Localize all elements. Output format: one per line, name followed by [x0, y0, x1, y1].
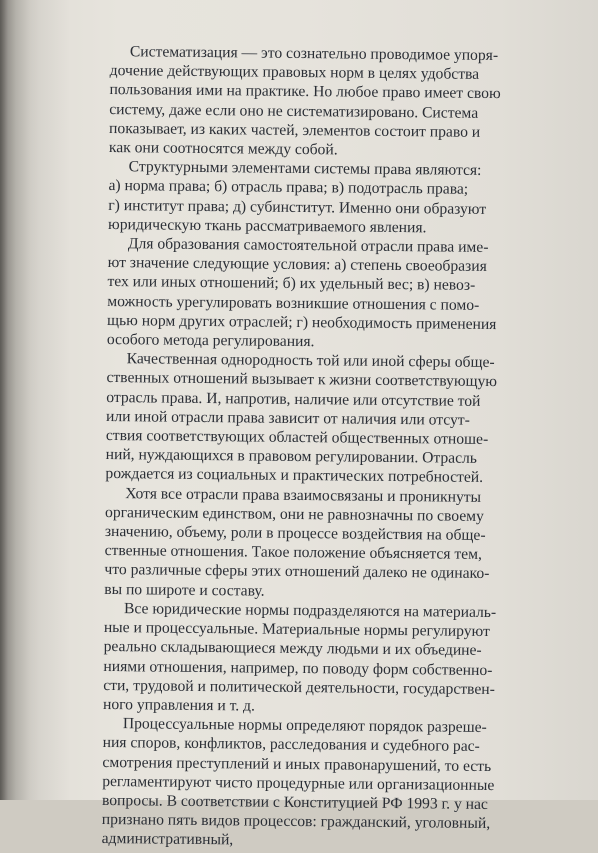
text-line: вы по широте и составу. — [104, 580, 265, 600]
paragraph-material-procedural — [103, 599, 572, 719]
text-line: что различные сферы этих отношений далеко не одинако- — [104, 561, 490, 583]
text-line: органическим единством, они не равнозначны по своему — [104, 503, 484, 525]
text-line: как они соотносятся между собой. — [108, 139, 338, 159]
text-line: дочение действующих правовых норм в целях удобства — [109, 62, 480, 84]
paragraph-systematization — [109, 42, 578, 162]
text-line: систему, даже если оно не систематизировано. Система — [109, 100, 479, 122]
text-line: Процессуальные нормы определяют порядок разреше- — [122, 715, 487, 737]
page-text — [102, 42, 578, 853]
paragraph-qualitative-homogeneity — [105, 349, 574, 488]
text-line: признано пять видов процессов: гражданский, уголовный, — [101, 811, 491, 833]
text-line: ные и процессуальные. Материальные нормы регулируют — [103, 619, 490, 641]
text-line: Систематизация — это сознательно проводимое упоря- — [129, 43, 499, 65]
text-line: вопросы. В соответствии с Конституцией РФ 1993 г. у нас — [101, 791, 488, 813]
text-line: или иной отрасли права зависит от наличия или отсут- — [105, 407, 470, 429]
text-line: ний, нуждающихся в правовом регулировании. Отрасль — [105, 446, 478, 468]
text-line: ного управления и т. д. — [102, 695, 255, 715]
paragraph-branch-conditions — [107, 234, 576, 354]
text-line: юридическую ткань рассматриваемого явления. — [108, 215, 427, 237]
text-line: тех или иных отношений; б) их удельный вес; в) невоз- — [107, 273, 476, 295]
text-line: Для образования самостоятельной отрасли права име- — [127, 235, 489, 257]
text-line: а) норма права; б) отрасль права; в) подотрасль права; — [108, 177, 469, 199]
text-line: смотрения преступлений и иных правонарушений, то есть — [102, 753, 492, 775]
text-line: отрасль права. И, напротив, наличие или отсутствие той — [106, 388, 481, 410]
text-line: ствия соответствующих областей общественных отноше- — [105, 427, 489, 449]
text-line: г) институт права; д) субинститут. Именно они образуют — [108, 196, 487, 218]
text-line: ния споров, конфликтов, расследования и судебного рас- — [102, 734, 480, 756]
text-line: ют значение следующие условия: а) степень своеобразия — [107, 254, 487, 276]
paragraph-structural-elements — [108, 157, 577, 239]
paragraph-procedural-norms — [102, 714, 571, 853]
text-line: Хотя все отрасли права взаимосвязаны и проникнуты — [125, 484, 482, 506]
text-line: показывает, из каких частей, элементов состоит право и — [109, 119, 481, 141]
text-line: можность урегулировать возникшие отношения с помо- — [107, 292, 480, 314]
text-line: рождается из социальных и практических потребностей. — [105, 465, 484, 487]
text-line: регламентируют чисто процедурные или организационные — [102, 772, 495, 794]
text-line: ственные отношения. Такое положение объясняется тем, — [104, 542, 483, 564]
text-line: административный, — [101, 830, 234, 849]
text-line: Структурными элементами системы права являются: — [128, 158, 482, 180]
paragraph-branches-interconnected — [104, 484, 573, 604]
text-line: особого метода регулирования. — [106, 331, 315, 351]
text-line: значению, объему, роли в процессе воздействия на обще- — [104, 523, 486, 545]
text-line: Все юридические нормы подразделяются на материаль- — [123, 600, 497, 621]
text-line: Качественная однородность той или иной сферы обще- — [126, 350, 495, 372]
text-line: сти, трудовой и политической деятельности, государствен- — [103, 676, 495, 698]
text-line: щью норм других отраслей; г) необходимость применения — [106, 311, 497, 333]
text-line: ственных отношений вызывает к жизни соответствующую — [106, 369, 498, 391]
facing-page-edge — [0, 0, 74, 800]
text-line: реально складывающиеся между людьми и их объедине- — [103, 638, 482, 660]
text-line: пользования ими на практике. Но любое право имеет свою — [109, 81, 501, 103]
text-line: ниями отношения, например, по поводу форм собственно- — [103, 657, 493, 679]
